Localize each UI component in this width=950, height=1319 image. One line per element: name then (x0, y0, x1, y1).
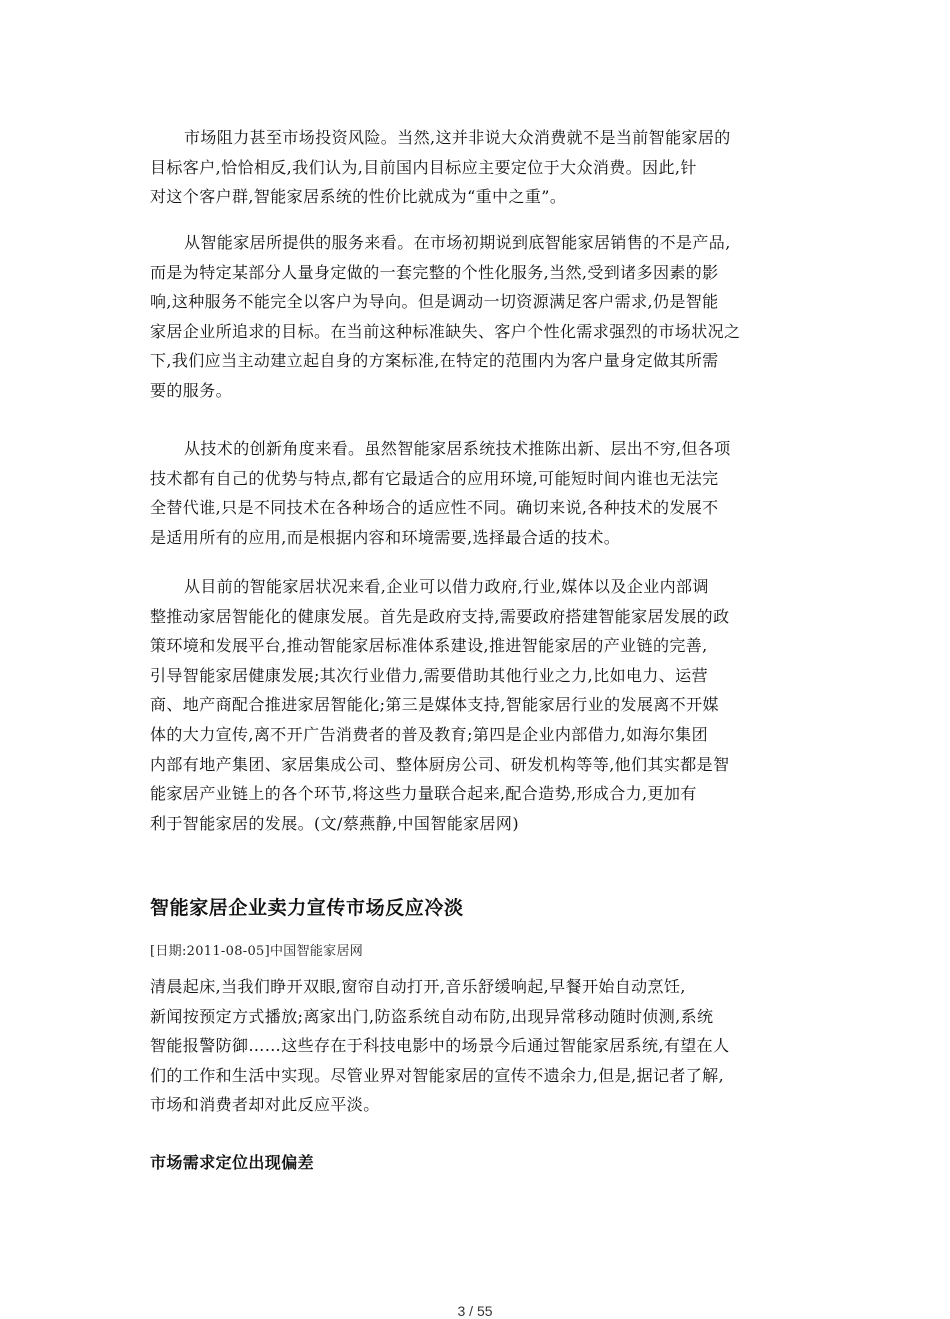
text-line: 响,这种服务不能完全以客户为导向。但是调动一切资源满足客户需求,仍是智能 (150, 292, 719, 312)
text-line: 对这个客户群,智能家居系统的性价比就成为“重中之重”。 (150, 187, 567, 207)
text-line: 从智能家居所提供的服务来看。在市场初期说到底智能家居销售的不是产品, (184, 233, 731, 252)
text-line: 智能报警防御……这些存在于科技电影中的场景今后通过智能家居系统,有望在人 (150, 1036, 730, 1056)
page-number: 3 / 55 (457, 1303, 493, 1319)
section-subheading: 市场需求定位出现偏差 (150, 1153, 315, 1172)
text-line: 们的工作和生活中实现。尽管业界对智能家居的宣传不遗余力,但是,据记者了解, (150, 1065, 725, 1085)
article-intro (150, 972, 810, 1120)
text-line: 下,我们应当主动建立起自身的方案标准,在特定的范围内为客户量身定做其所需 (150, 351, 719, 371)
text-line: 清晨起床,当我们睁开双眼,窗帘自动打开,音乐舒缓响起,早餐开始自动烹饪, (150, 977, 686, 996)
text-line: 引导智能家居健康发展;其次行业借力,需要借助其他行业之力,比如电力、运营 (150, 665, 708, 685)
paragraph-3 (150, 434, 810, 552)
text-line: 从技术的创新角度来看。虽然智能家居系统技术推陈出新、层出不穷,但各项 (184, 439, 731, 458)
text-line: 市场和消费者却对此反应平淡。 (150, 1095, 380, 1115)
text-line: 体的大力宣传,离不开广告消费者的普及教育;第四是企业内部借力,如海尔集团 (150, 724, 708, 744)
text-line: 是适用所有的应用,而是根据内容和环境需要,选择最合适的技术。 (150, 527, 621, 547)
text-line: 技术都有自己的优势与特点,都有它最适合的应用环境,可能短时间内谁也无法完 (150, 468, 719, 488)
text-line: 要的服务。 (150, 380, 233, 400)
text-line: 而是为特定某部分人量身定做的一套完整的个性化服务,当然,受到诸多因素的影 (150, 262, 719, 282)
text-line: 整推动家居智能化的健康发展。首先是政府支持,需要政府搭建智能家居发展的政 (150, 606, 730, 626)
paragraph-2 (150, 228, 810, 406)
text-line: 策环境和发展平台,推动智能家居标准体系建设,推进智能家居的产业链的完善, (150, 636, 708, 656)
text-line: 目标客户,恰恰相反,我们认为,目前国内目标应主要定位于大众消费。因此,针 (150, 157, 697, 177)
paragraph-4 (150, 572, 810, 838)
text-line: 利于智能家居的发展。(文/蔡燕静,中国智能家居网) (150, 813, 519, 833)
text-line: 市场阻力甚至市场投资风险。当然,这并非说大众消费就不是当前智能家居的 (184, 128, 731, 147)
paragraph-1 (150, 123, 810, 212)
text-line: 家居企业所追求的目标。在当前这种标准缺失、客户个性化需求强烈的市场状况之 (150, 321, 741, 341)
text-line: 商、地产商配合推进家居智能化;第三是媒体支持,智能家居行业的发展离不开媒 (150, 695, 719, 715)
article-dateline: [日期:2011-08-05]中国智能家居网 (150, 944, 364, 959)
text-line: 从目前的智能家居状况来看,企业可以借力政府,行业,媒体以及企业内部调 (184, 577, 709, 596)
text-line: 内部有地产集团、家居集成公司、整体厨房公司、研发机构等等,他们其实都是智 (150, 754, 730, 774)
article-title: 智能家居企业卖力宣传市场反应冷淡 (150, 897, 464, 919)
text-line: 新闻按预定方式播放;离家出门,防盗系统自动布防,出现异常移动随时侦测,系统 (150, 1006, 714, 1026)
text-line: 能家居产业链上的各个环节,将这些力量联合起来,配合造势,形成合力,更加有 (150, 784, 697, 804)
text-line: 全替代谁,只是不同技术在各种场合的适应性不同。确切来说,各种技术的发展不 (150, 498, 719, 518)
